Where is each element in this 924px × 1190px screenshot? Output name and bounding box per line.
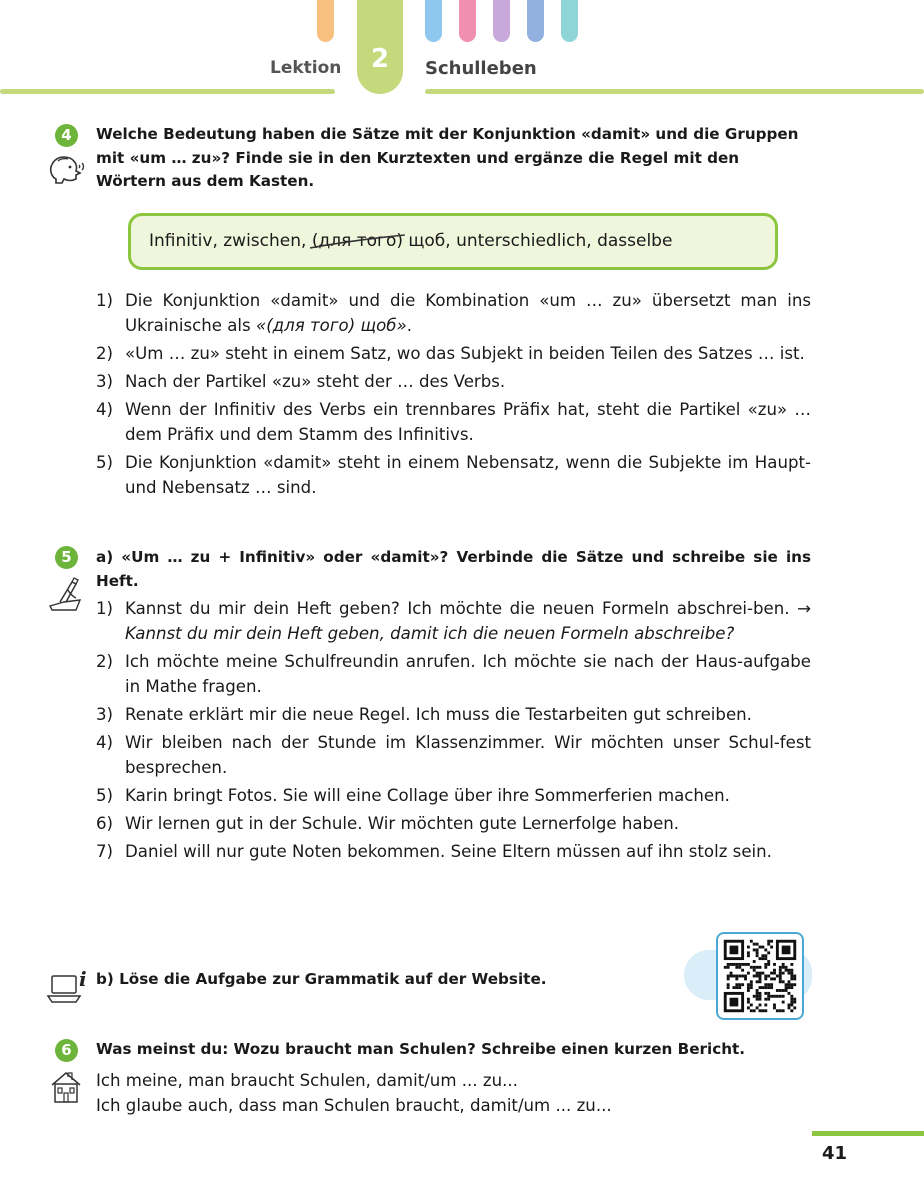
item-text: Daniel will nur gute Noten bekommen. Seine Eltern müssen auf ihn stolz sein.: [125, 842, 772, 861]
item-text: Ich möchte meine Schulfreundin anrufen. Ich möchte sie nach der Haus-aufgabe in Mathe fragen.: [125, 652, 811, 696]
header-line-left: [0, 89, 335, 94]
list-item: [96, 288, 811, 338]
item-text: Die Konjunktion «damit» steht in einem Nebensatz, wenn die Subjekte im Haupt- und Nebensatz … sind.: [125, 453, 811, 497]
page-number: 41: [822, 1143, 848, 1164]
lesson-tab: [357, 0, 403, 94]
item-number: 5): [96, 453, 114, 472]
list-item: [96, 811, 811, 836]
header-tab: [493, 0, 510, 42]
word-box-struck-words: (для того): [311, 231, 403, 251]
svg-text:i: i: [79, 967, 87, 991]
exercise-6-badge: 6: [55, 1039, 78, 1062]
item-tail: .: [406, 316, 412, 335]
list-item: [96, 839, 811, 864]
item-example: «(для того) щоб»: [255, 316, 407, 335]
list-item: [96, 730, 811, 780]
think-head-icon: [46, 153, 86, 187]
qr-code-icon: [718, 934, 802, 1018]
header-tab: [459, 0, 476, 42]
header-tab: [317, 0, 334, 42]
word-box-text: [149, 231, 672, 251]
header-line-right: [425, 89, 924, 94]
answer-starter-2: Ich glaube auch, dass man Schulen braucht, damit/um ... zu...: [96, 1096, 612, 1115]
header-tab: [425, 0, 442, 42]
item-text: Die Konjunktion «damit» und die Kombination «um … zu» übersetzt man ins Ukrainische als: [125, 291, 811, 335]
item-text: Kannst du mir dein Heft geben? Ich möchte die neuen Formeln abschrei-ben. →: [125, 599, 811, 618]
list-item: [96, 596, 811, 646]
list-item: [96, 783, 811, 808]
exercise-5a-task: a) «Um … zu + Infinitiv» oder «damit»? Verbinde die Sätze und schreibe sie ins Heft.: [96, 548, 811, 590]
header-tab: [527, 0, 544, 42]
exercise-4-list: [96, 288, 811, 503]
qr-code[interactable]: [716, 932, 804, 1020]
school-building-icon: [48, 1069, 84, 1105]
item-number: 4): [96, 400, 114, 419]
item-number: 5): [96, 786, 114, 805]
item-number: 7): [96, 842, 114, 861]
item-number: 3): [96, 705, 114, 724]
word-box-words-rest: щоб, unterschiedlich, dasselbe: [402, 231, 673, 251]
item-number: 6): [96, 814, 114, 833]
lesson-label: Lektion: [270, 58, 342, 78]
item-text: Wenn der Infinitiv des Verbs ein trennbares Präfix hat, steht die Partikel «zu» … dem Präfix und dem Stamm des Infinitivs.: [125, 400, 811, 444]
item-text: Nach der Partikel «zu» steht der … des Verbs.: [125, 372, 506, 391]
word-box-words: Infinitiv, zwischen,: [149, 231, 312, 251]
item-number: 3): [96, 372, 114, 391]
exercise-5-badge: 5: [55, 546, 78, 569]
item-text: Wir bleiben nach der Stunde im Klassenzimmer. Wir möchten unser Schul-fest besprechen.: [125, 733, 811, 777]
item-number: 1): [96, 599, 114, 618]
item-text: «Um … zu» steht in einem Satz, wo das Subjekt in beiden Teilen des Satzes … ist.: [125, 344, 805, 363]
item-number: 4): [96, 733, 114, 752]
topic-title: Schulleben: [425, 58, 537, 79]
list-item: [96, 397, 811, 447]
exercise-5b-task: b) Löse die Aufgabe zur Grammatik auf der Website.: [96, 970, 547, 988]
item-text: Renate erklärt mir die neue Regel. Ich muss die Testarbeiten gut schreiben.: [125, 705, 752, 724]
list-item: [96, 341, 811, 366]
item-number: 2): [96, 344, 114, 363]
item-text: Wir lernen gut in der Schule. Wir möchten gute Lernerfolge haben.: [125, 814, 680, 833]
exercise-6-task: Was meinst du: Wozu braucht man Schulen? Schreibe einen kurzen Bericht.: [96, 1040, 746, 1058]
exercise-5-list: [96, 596, 811, 867]
list-item: [96, 450, 811, 500]
item-number: 1): [96, 291, 114, 310]
list-item: [96, 369, 811, 394]
writing-hand-icon: [46, 576, 84, 612]
word-box: [128, 213, 778, 270]
item-example: Kannst du mir dein Heft geben, damit ich die neuen Formeln abschreibe?: [125, 624, 735, 643]
lesson-number: 2: [370, 44, 390, 74]
list-item: [96, 649, 811, 699]
exercise-4-task: Welche Bedeutung haben die Sätze mit der Konjunktion «damit» und die Gruppen mit «um … zu»? Finde sie in den Kurztexten und ergänze die Regel mit den Wörtern aus dem Kasten.: [96, 125, 799, 190]
laptop-info-icon: [46, 966, 88, 1004]
exercise-4-badge: 4: [55, 124, 78, 147]
header-tab: [561, 0, 578, 42]
item-text: Karin bringt Fotos. Sie will eine Collage über ihre Sommerferien machen.: [125, 786, 730, 805]
item-number: 2): [96, 652, 114, 671]
answer-starter-1: Ich meine, man braucht Schulen, damit/um ... zu...: [96, 1071, 518, 1090]
footer-line: [812, 1131, 924, 1136]
list-item: [96, 702, 811, 727]
